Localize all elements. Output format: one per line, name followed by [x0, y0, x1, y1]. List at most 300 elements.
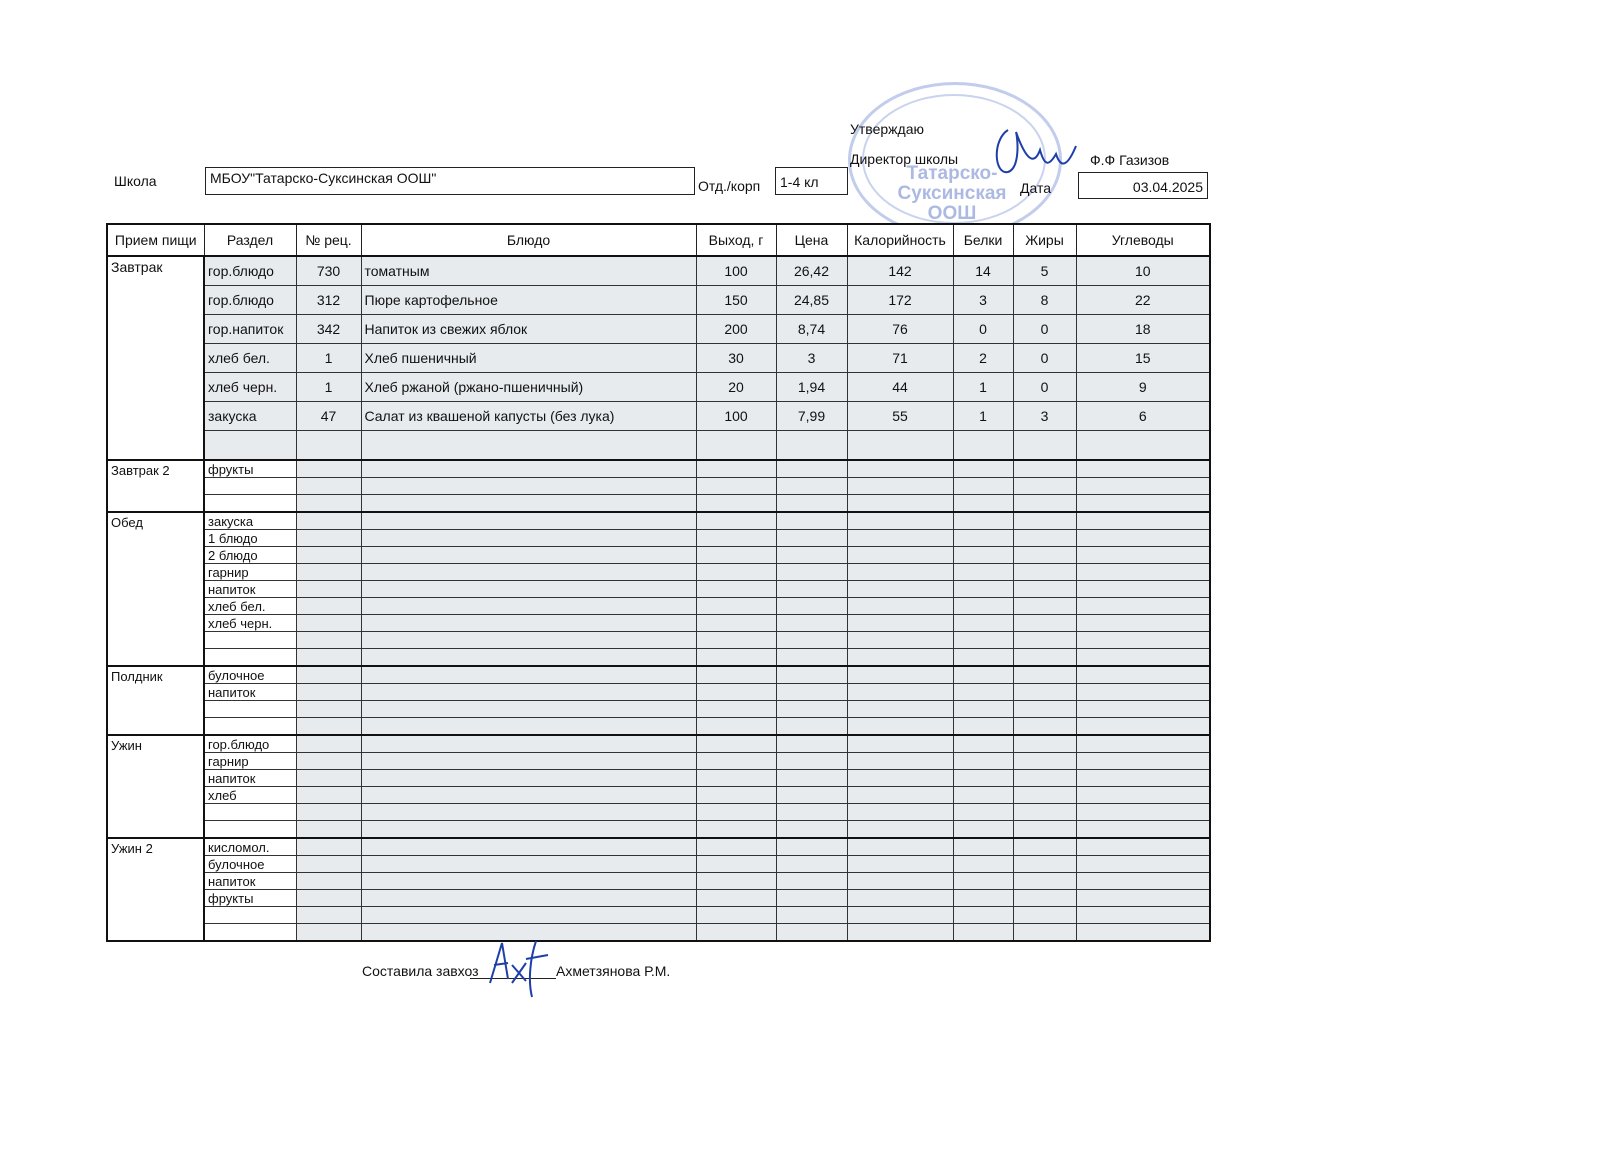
empty-cell	[296, 581, 361, 598]
row-section: 2 блюдо	[204, 547, 296, 564]
empty-cell	[1013, 701, 1076, 718]
empty-cell	[1076, 512, 1210, 530]
empty-cell	[696, 873, 776, 890]
empty-cell	[1013, 924, 1076, 942]
empty-cell	[361, 718, 696, 736]
empty-cell	[296, 856, 361, 873]
col-kcal: Калорийность	[847, 224, 953, 256]
empty-cell	[361, 890, 696, 907]
empty-cell	[696, 547, 776, 564]
table-row	[107, 666, 1210, 684]
stamp-text: Татарско- Суксинская ООШ	[897, 163, 1007, 224]
row-recipe: 1	[296, 373, 361, 402]
menu-table	[106, 223, 1211, 942]
table-row	[107, 787, 1210, 804]
empty-cell	[776, 530, 847, 547]
row-section	[204, 649, 296, 667]
empty-cell	[696, 615, 776, 632]
empty-cell	[953, 632, 1013, 649]
empty-cell	[1076, 890, 1210, 907]
empty-cell	[1076, 770, 1210, 787]
empty-cell	[1013, 581, 1076, 598]
empty-cell	[1076, 615, 1210, 632]
empty-cell	[361, 701, 696, 718]
row-price: 3	[776, 344, 847, 373]
empty-cell	[361, 615, 696, 632]
table-row	[107, 256, 1210, 286]
empty-cell	[1076, 753, 1210, 770]
empty-cell	[1076, 907, 1210, 924]
row-protein: 14	[953, 256, 1013, 286]
table-row	[107, 770, 1210, 787]
row-section	[204, 804, 296, 821]
table-row	[107, 581, 1210, 598]
empty-cell	[361, 530, 696, 547]
row-section: гарнир	[204, 753, 296, 770]
row-section: хлеб бел.	[204, 598, 296, 615]
empty-cell	[776, 581, 847, 598]
empty-cell	[1013, 615, 1076, 632]
empty-cell	[696, 838, 776, 856]
table-row	[107, 701, 1210, 718]
empty-cell	[296, 838, 361, 856]
compiler-signature	[486, 935, 556, 1005]
empty-cell	[1076, 530, 1210, 547]
table-row	[107, 838, 1210, 856]
empty-cell	[696, 684, 776, 701]
empty-cell	[776, 821, 847, 839]
row-kcal: 76	[847, 315, 953, 344]
empty-cell	[847, 856, 953, 873]
table-row	[107, 530, 1210, 547]
empty-cell	[847, 787, 953, 804]
empty-cell	[847, 530, 953, 547]
row-weight: 20	[696, 373, 776, 402]
row-section	[204, 632, 296, 649]
empty-cell	[696, 495, 776, 513]
empty-cell	[696, 632, 776, 649]
row-kcal: 44	[847, 373, 953, 402]
col-meal: Прием пищи	[107, 224, 204, 256]
empty-cell	[953, 804, 1013, 821]
table-row	[107, 286, 1210, 315]
empty-cell	[696, 530, 776, 547]
empty-cell	[847, 718, 953, 736]
empty-cell	[953, 770, 1013, 787]
row-dish: Пюре картофельное	[361, 286, 696, 315]
empty-cell	[1076, 495, 1210, 513]
empty-cell	[953, 581, 1013, 598]
table-row	[107, 460, 1210, 478]
empty-cell	[1013, 530, 1076, 547]
empty-cell	[776, 735, 847, 753]
empty-cell	[696, 666, 776, 684]
empty-cell	[847, 547, 953, 564]
empty-cell	[847, 873, 953, 890]
row-weight: 30	[696, 344, 776, 373]
row-section	[204, 821, 296, 839]
row-section: гор.напиток	[204, 315, 296, 344]
row-kcal: 172	[847, 286, 953, 315]
empty-cell	[361, 581, 696, 598]
empty-cell	[296, 512, 361, 530]
empty-cell	[696, 478, 776, 495]
empty-cell	[1076, 856, 1210, 873]
col-carbs: Углеводы	[1076, 224, 1210, 256]
empty-cell	[1076, 821, 1210, 839]
row-section: хлеб бел.	[204, 344, 296, 373]
table-row	[107, 615, 1210, 632]
empty-cell	[1076, 649, 1210, 667]
empty-cell	[847, 495, 953, 513]
empty-cell	[847, 890, 953, 907]
empty-cell	[847, 770, 953, 787]
compiled-name: Ахметзянова Р.М.	[556, 963, 671, 979]
empty-cell	[1013, 804, 1076, 821]
row-section	[204, 701, 296, 718]
empty-cell	[953, 701, 1013, 718]
row-fat: 3	[1013, 402, 1076, 431]
empty-cell	[361, 564, 696, 581]
empty-cell	[296, 924, 361, 942]
empty-cell	[847, 821, 953, 839]
row-section: гор.блюдо	[204, 286, 296, 315]
empty-cell	[953, 838, 1013, 856]
row-section	[204, 907, 296, 924]
empty-cell	[953, 460, 1013, 478]
empty-cell	[953, 787, 1013, 804]
empty-cell	[296, 547, 361, 564]
empty-cell	[1013, 666, 1076, 684]
empty-cell	[1013, 684, 1076, 701]
row-section: гор.блюдо	[204, 256, 296, 286]
empty-cell	[1076, 924, 1210, 942]
row-section: напиток	[204, 581, 296, 598]
row-carbs: 15	[1076, 344, 1210, 373]
row-section: булочное	[204, 666, 296, 684]
row-price: 26,42	[776, 256, 847, 286]
dept-label: Отд./корп	[698, 178, 761, 194]
empty-cell	[696, 753, 776, 770]
table-row	[107, 373, 1210, 402]
row-dish: Хлеб ржаной (ржано-пшеничный)	[361, 373, 696, 402]
meal-dinner: Ужин	[107, 735, 204, 838]
row-weight: 200	[696, 315, 776, 344]
empty-cell	[296, 907, 361, 924]
row-fat: 8	[1013, 286, 1076, 315]
empty-cell	[296, 495, 361, 513]
empty-cell	[776, 753, 847, 770]
empty-cell	[847, 598, 953, 615]
empty-cell	[1076, 838, 1210, 856]
empty-cell	[1076, 684, 1210, 701]
director-label: Директор школы	[850, 151, 959, 167]
col-price: Цена	[776, 224, 847, 256]
table-row	[107, 856, 1210, 873]
table-row	[107, 821, 1210, 839]
meal-breakfast-2: Завтрак 2	[107, 460, 204, 512]
table-row	[107, 632, 1210, 649]
empty-cell	[953, 753, 1013, 770]
empty-cell	[1013, 495, 1076, 513]
row-section: кисломол.	[204, 838, 296, 856]
empty-cell	[847, 924, 953, 942]
row-kcal: 142	[847, 256, 953, 286]
empty-cell	[296, 787, 361, 804]
row-section: фрукты	[204, 460, 296, 478]
empty-cell	[296, 770, 361, 787]
empty-cell	[1013, 632, 1076, 649]
empty-cell	[1013, 649, 1076, 667]
empty-cell	[776, 564, 847, 581]
empty-cell	[776, 838, 847, 856]
empty-cell	[776, 512, 847, 530]
col-protein: Белки	[953, 224, 1013, 256]
row-section: напиток	[204, 770, 296, 787]
empty-cell	[953, 564, 1013, 581]
row-recipe: 342	[296, 315, 361, 344]
empty-cell	[953, 718, 1013, 736]
empty-cell	[361, 649, 696, 667]
empty-cell	[847, 649, 953, 667]
empty-cell	[361, 804, 696, 821]
empty-cell	[1013, 735, 1076, 753]
table-row	[107, 907, 1210, 924]
empty-cell	[1076, 701, 1210, 718]
empty-cell	[1076, 718, 1210, 736]
row-recipe: 730	[296, 256, 361, 286]
empty-cell	[1013, 718, 1076, 736]
empty-cell	[361, 753, 696, 770]
empty-cell	[296, 632, 361, 649]
empty-cell	[696, 735, 776, 753]
empty-cell	[1013, 770, 1076, 787]
empty-cell	[847, 735, 953, 753]
empty-cell	[1013, 873, 1076, 890]
table-row	[107, 547, 1210, 564]
empty-cell	[953, 598, 1013, 615]
row-section: гарнир	[204, 564, 296, 581]
empty-cell	[776, 615, 847, 632]
empty-cell	[696, 770, 776, 787]
empty-cell	[696, 821, 776, 839]
meal-breakfast: Завтрак	[107, 256, 204, 460]
empty-cell	[776, 701, 847, 718]
empty-cell	[1076, 735, 1210, 753]
row-recipe: 47	[296, 402, 361, 431]
empty-cell	[296, 718, 361, 736]
empty-cell	[296, 478, 361, 495]
dept-value-field: 1-4 кл	[775, 167, 848, 195]
table-row	[107, 735, 1210, 753]
empty-cell	[847, 753, 953, 770]
date-label: Дата	[1020, 180, 1052, 196]
empty-cell	[953, 547, 1013, 564]
empty-cell	[1076, 598, 1210, 615]
empty-cell	[847, 632, 953, 649]
director-name: Ф.Ф Газизов	[1090, 152, 1170, 168]
table-row	[107, 344, 1210, 373]
empty-cell	[361, 495, 696, 513]
empty-cell	[696, 787, 776, 804]
empty-cell	[1013, 821, 1076, 839]
row-price: 1,94	[776, 373, 847, 402]
row-carbs: 10	[1076, 256, 1210, 286]
empty-cell	[953, 649, 1013, 667]
empty-cell	[696, 890, 776, 907]
empty-cell	[776, 547, 847, 564]
empty-cell	[361, 598, 696, 615]
empty-cell	[847, 512, 953, 530]
table-row	[107, 431, 1210, 461]
row-section: гор.блюдо	[204, 735, 296, 753]
empty-cell	[953, 478, 1013, 495]
empty-cell	[1076, 478, 1210, 495]
row-weight: 100	[696, 256, 776, 286]
col-recipe: № рец.	[296, 224, 361, 256]
empty-cell	[696, 856, 776, 873]
table-row	[107, 924, 1210, 942]
empty-cell	[1013, 787, 1076, 804]
empty-cell	[361, 821, 696, 839]
empty-cell	[296, 564, 361, 581]
empty-cell	[296, 684, 361, 701]
empty-cell	[696, 564, 776, 581]
row-fat: 0	[1013, 344, 1076, 373]
empty-cell	[1076, 804, 1210, 821]
empty-cell	[361, 684, 696, 701]
empty-cell	[1013, 598, 1076, 615]
row-recipe: 1	[296, 344, 361, 373]
empty-cell	[696, 460, 776, 478]
empty-cell	[361, 666, 696, 684]
empty-cell	[296, 666, 361, 684]
approve-label: Утверждаю	[850, 121, 924, 137]
col-weight: Выход, г	[696, 224, 776, 256]
empty-cell	[696, 804, 776, 821]
table-row	[107, 315, 1210, 344]
empty-cell	[1076, 632, 1210, 649]
date-field: 03.04.2025	[1078, 172, 1208, 199]
empty-cell	[776, 649, 847, 667]
compiled-label: Составила завхоз	[362, 963, 479, 979]
row-protein: 2	[953, 344, 1013, 373]
table-row	[107, 873, 1210, 890]
row-fat: 0	[1013, 315, 1076, 344]
empty-cell	[361, 632, 696, 649]
row-dish: томатным	[361, 256, 696, 286]
empty-cell	[361, 547, 696, 564]
row-protein: 3	[953, 286, 1013, 315]
empty-cell	[696, 701, 776, 718]
empty-cell	[696, 581, 776, 598]
row-section: закуска	[204, 402, 296, 431]
table-row	[107, 890, 1210, 907]
empty-cell	[1076, 873, 1210, 890]
row-price: 24,85	[776, 286, 847, 315]
empty-cell	[296, 615, 361, 632]
col-dish: Блюдо	[361, 224, 696, 256]
school-name-field: МБОУ"Татарско-Суксинская ООШ"	[205, 167, 695, 195]
row-section: 1 блюдо	[204, 530, 296, 547]
empty-cell	[361, 735, 696, 753]
empty-cell	[776, 770, 847, 787]
empty-cell	[1013, 460, 1076, 478]
empty-cell	[776, 666, 847, 684]
table-row	[107, 684, 1210, 701]
empty-cell	[361, 478, 696, 495]
row-price: 7,99	[776, 402, 847, 431]
meal-lunch: Обед	[107, 512, 204, 666]
empty-cell	[776, 787, 847, 804]
empty-cell	[1013, 907, 1076, 924]
row-weight: 100	[696, 402, 776, 431]
row-fat: 0	[1013, 373, 1076, 402]
row-price: 8,74	[776, 315, 847, 344]
table-row	[107, 718, 1210, 736]
row-protein: 1	[953, 373, 1013, 402]
row-carbs: 22	[1076, 286, 1210, 315]
empty-cell	[847, 804, 953, 821]
empty-cell	[696, 598, 776, 615]
empty-cell	[296, 598, 361, 615]
meal-snack: Полдник	[107, 666, 204, 735]
table-row	[107, 598, 1210, 615]
empty-cell	[776, 907, 847, 924]
row-section: напиток	[204, 684, 296, 701]
row-dish: Хлеб пшеничный	[361, 344, 696, 373]
empty-cell	[296, 735, 361, 753]
table-row	[107, 564, 1210, 581]
empty-cell	[1076, 460, 1210, 478]
empty-cell	[953, 821, 1013, 839]
empty-cell	[953, 495, 1013, 513]
empty-cell	[776, 856, 847, 873]
row-weight: 150	[696, 286, 776, 315]
empty-cell	[1013, 478, 1076, 495]
row-section	[204, 718, 296, 736]
row-dish: Напиток из свежих яблок	[361, 315, 696, 344]
empty-cell	[1076, 547, 1210, 564]
empty-cell	[296, 821, 361, 839]
empty-cell	[847, 564, 953, 581]
empty-cell	[776, 478, 847, 495]
empty-cell	[1013, 838, 1076, 856]
table-row	[107, 402, 1210, 431]
empty-cell	[696, 924, 776, 942]
empty-cell	[361, 838, 696, 856]
empty-cell	[776, 460, 847, 478]
row-section: хлеб черн.	[204, 373, 296, 402]
row-section: закуска	[204, 512, 296, 530]
table-row	[107, 804, 1210, 821]
empty-cell	[361, 512, 696, 530]
empty-cell	[1013, 753, 1076, 770]
row-dish: Салат из квашеной капусты (без лука)	[361, 402, 696, 431]
empty-cell	[296, 753, 361, 770]
meal-dinner-2: Ужин 2	[107, 838, 204, 941]
row-carbs: 6	[1076, 402, 1210, 431]
empty-cell	[776, 684, 847, 701]
empty-cell	[847, 907, 953, 924]
row-kcal: 55	[847, 402, 953, 431]
row-section	[204, 478, 296, 495]
row-section	[204, 495, 296, 513]
empty-cell	[776, 924, 847, 942]
table-header-row	[107, 224, 1210, 256]
row-carbs: 9	[1076, 373, 1210, 402]
empty-cell	[847, 581, 953, 598]
